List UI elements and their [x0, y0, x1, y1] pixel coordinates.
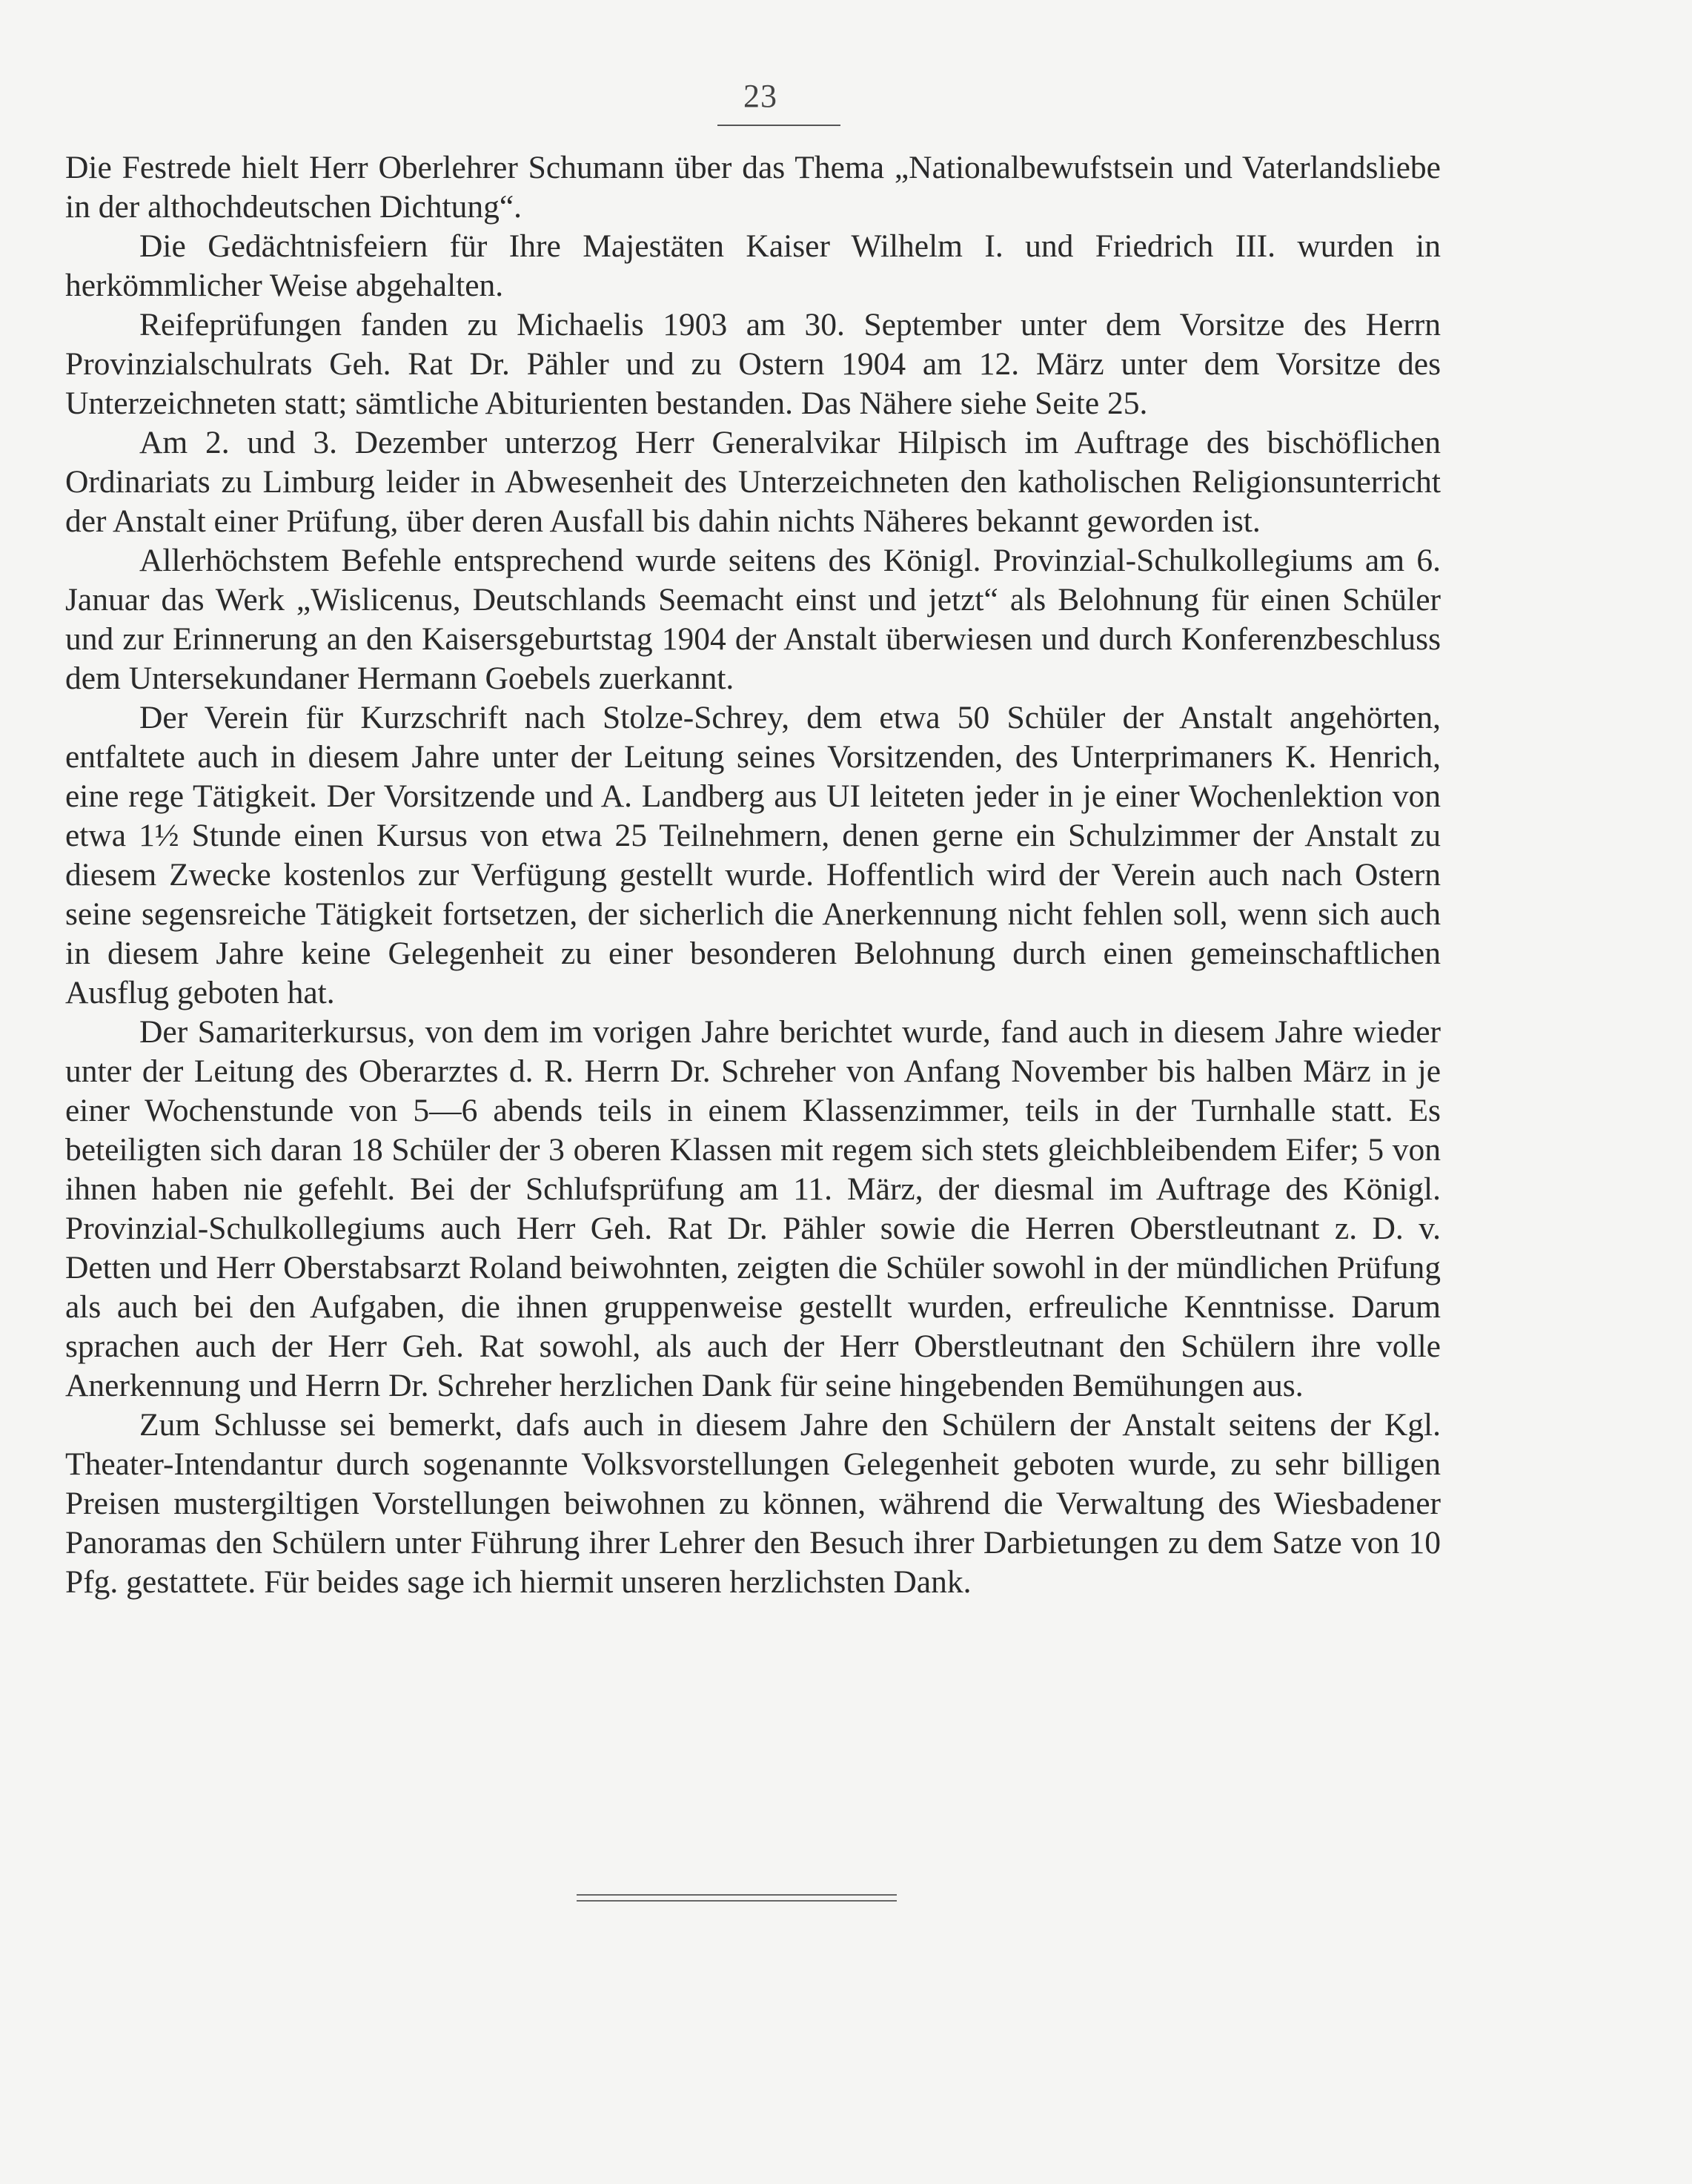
page-number-rule — [717, 125, 840, 126]
end-rule-top — [577, 1894, 897, 1896]
paragraph-festrede: Die Festrede hielt Herr Oberlehrer Schumann über das Thema „Nationalbewufstsein und Vaterlandsliebe in der althochdeutschen Dichtung“. — [65, 150, 1441, 225]
paragraph-samariterkursus: Der Samariterkursus, von dem im vorigen Jahre berichtet wurde, fand auch in diesem Jahre wieder unter der Leitung des Oberarztes d. R. Herrn Dr. Schreher von Anfang November bis halben März in je einer Wochenstunde von 5—6 abends teils in einem Klassenzimmer, teils in der Turnhalle statt. Es beteiligten sich daran 18 Schüler der 3 oberen Klassen mit regem sich stets gleichbleibendem Eifer; 5 von ihnen haben nie gefehlt. Bei der Schlufsprüfung am 11. März, der diesmal im Auftrage des Königl. Provinzial-Schulkollegiums auch Herr Geh. Rat Dr. Pähler sowie die Herren Oberstleutnant z. D. v. Detten und Herr Oberstabsarzt Roland beiwohnten, zeigten die Schüler sowohl in der mündlichen Prüfung als auch bei den Aufgaben, die ihnen gruppenweise gestellt wurden, erfreuliche Kenntnisse. Darum sprachen auch der Herr Geh. Rat sowohl, als auch der Herr Oberstleutnant den Schülern ihre volle Anerkennung und Herrn Dr. Schreher herzlichen Dank für seine hingebenden Bemühungen aus. — [65, 1014, 1441, 1403]
paragraph-allerhoechstem-befehl: Allerhöchstem Befehle entsprechend wurde seitens des Königl. Provinzial-Schulkollegiums am 6. Januar das Werk „Wislicenus, Deutschlands Seemacht einst und jetzt“ als Belohnung für einen Schüler und zur Erinnerung an den Kaisersgeburtstag 1904 der Anstalt überwiesen und durch Konferenzbeschluss dem Untersekundaner Hermann Goebels zuerkannt. — [65, 543, 1441, 696]
paragraph-kurzschrift-verein: Der Verein für Kurzschrift nach Stolze-Schrey, dem etwa 50 Schüler der Anstalt angehörten, entfaltete auch in diesem Jahre unter der Leitung seines Vorsitzenden, des Unterprimaners K. Henrich, eine rege Tätigkeit. Der Vorsitzende und A. Landberg aus UI leiteten jeder in je einer Wochenlektion von etwa 1½ Stunde einen Kursus von etwa 25 Teilnehmern, denen gerne ein Schulzimmer der Anstalt zu diesem Zwecke kostenlos zur Verfügung gestellt wurde. Hoffentlich wird der Verein auch nach Ostern seine segensreiche Tätigkeit fortsetzen, der sicherlich die Anerkennung nicht fehlen soll, wenn sich auch in diesem Jahre keine Gelegenheit zu einer besonderen Belohnung durch einen gemeinschaftlichen Ausflug geboten hat. — [65, 700, 1441, 1010]
paragraph-gedaechtnisfeiern: Die Gedächtnisfeiern für Ihre Majestäten Kaiser Wilhelm I. und Friedrich III. wurden in herkömmlicher Weise abgehalten. — [65, 228, 1441, 303]
paragraph-schlusswort: Zum Schlusse sei bemerkt, dafs auch in diesem Jahre den Schülern der Anstalt seitens der Kgl. Theater-Intendantur durch sogenannte Volksvorstellungen Gelegenheit geboten wurde, zu sehr billigen Preisen mustergiltigen Vorstellungen beiwohnen zu können, während die Verwaltung des Wiesbadener Panoramas den Schülern unter Führung ihrer Lehrer den Besuch ihrer Darbietungen zu dem Satze von 10 Pfg. gestattete. Für beides sage ich hiermit unseren herzlichsten Dank. — [65, 1407, 1441, 1600]
end-rule-bottom — [577, 1900, 897, 1902]
body-text — [65, 148, 1441, 1602]
page-number: 23 — [743, 78, 777, 114]
paragraph-religionspruefung: Am 2. und 3. Dezember unterzog Herr Generalvikar Hilpisch im Auftrage des bischöflichen Ordinariats zu Limburg leider in Abwesenheit des Unterzeichneten den katholischen Religionsunterricht der Anstalt einer Prüfung, über deren Ausfall bis dahin nichts Näheres bekannt geworden ist. — [65, 425, 1441, 539]
paragraph-reifepruefungen: Reifeprüfungen fanden zu Michaelis 1903 am 30. September unter dem Vorsitze des Herrn Provinzialschulrats Geh. Rat Dr. Pähler und zu Ostern 1904 am 12. März unter dem Vorsitze des Unterzeichneten statt; sämtliche Abiturienten bestanden. Das Nähere siehe Seite 25. — [65, 307, 1441, 421]
